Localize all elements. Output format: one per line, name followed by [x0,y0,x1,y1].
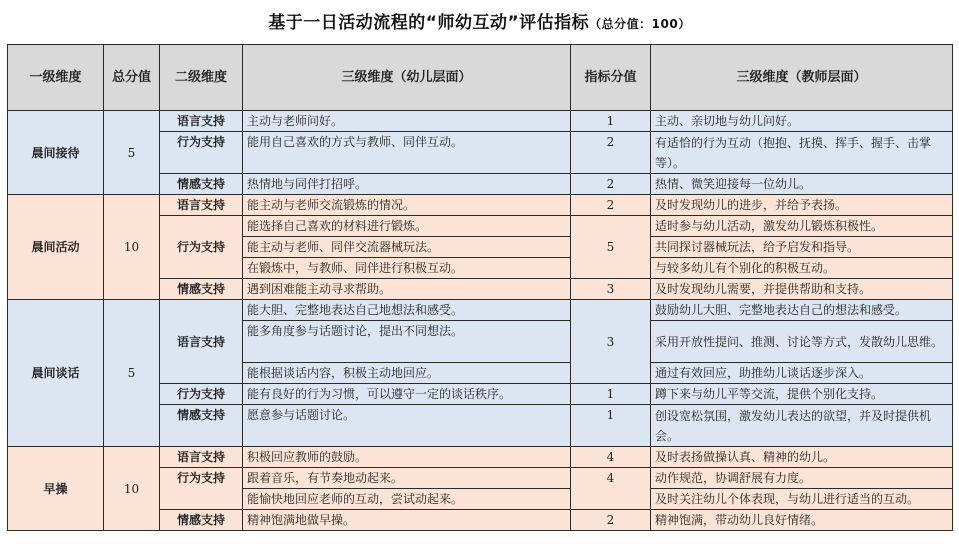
teacher-cell: 及时发现幼儿需要，并提供帮助和支持。 [651,279,953,300]
child-cell: 能有良好的行为习惯，可以遵守一定的谈话秩序。 [243,384,571,405]
table-row [8,447,953,468]
header-score: 指标分值 [571,45,651,111]
teacher-cell: 动作规范，协调舒展有力度。 [651,468,953,489]
level2-cell: 语言支持 [160,447,243,468]
teacher-cell: 共同探讨器械玩法，给予启发和指导。 [651,237,953,258]
section-total: 10 [104,195,160,300]
level2-cell: 语言支持 [160,300,243,384]
teacher-cell: 与较多幼儿有个别化的积极互动。 [651,258,953,279]
teacher-cell: 及时发现幼儿的进步，并给予表扬。 [651,195,953,216]
score-cell: 2 [571,195,651,216]
score-cell: 2 [571,174,651,195]
level2-cell: 情感支持 [160,174,243,195]
level2-cell: 情感支持 [160,510,243,531]
teacher-cell: 热情、微笑迎接每一位幼儿。 [651,174,953,195]
header-level3-child: 三级维度（幼儿层面） [243,45,571,111]
child-cell: 愿意参与话题讨论。 [243,405,571,447]
child-cell: 热情地与同伴打招呼。 [243,174,571,195]
section-total: 10 [104,447,160,531]
teacher-cell: 主动、亲切地与幼儿问好。 [651,111,953,132]
section-total: 5 [104,300,160,447]
child-cell: 能愉快地回应老师的互动，尝试动起来。 [243,489,571,510]
child-cell: 主动与老师问好。 [243,111,571,132]
teacher-cell: 创设宽松氛围，激发幼儿表达的欲望，并及时提供机会。 [651,405,953,447]
score-cell: 4 [571,447,651,468]
level2-cell: 情感支持 [160,279,243,300]
child-cell: 能大胆、完整地表达自己地想法和感受。 [243,300,571,321]
child-cell: 能用自己喜欢的方式与教师、同伴互动。 [243,132,571,174]
section-total: 5 [104,111,160,195]
level2-cell: 行为支持 [160,468,243,510]
level2-cell: 情感支持 [160,405,243,447]
table-row [8,111,953,132]
table-row [8,195,953,216]
score-cell: 2 [571,510,651,531]
level2-cell: 语言支持 [160,111,243,132]
header-level2: 二级维度 [160,45,243,111]
level2-cell: 行为支持 [160,384,243,405]
score-cell: 4 [571,468,651,510]
child-cell: 能选择自己喜欢的材料进行锻炼。 [243,216,571,237]
level2-cell: 语言支持 [160,195,243,216]
child-cell: 能多角度参与话题讨论，提出不同想法。 [243,321,571,363]
child-cell: 积极回应教师的鼓励。 [243,447,571,468]
teacher-cell: 适时参与幼儿活动，激发幼儿锻炼积极性。 [651,216,953,237]
teacher-cell: 及时表扬做操认真、精神的幼儿。 [651,447,953,468]
header-level1: 一级维度 [8,45,104,111]
title-main: 基于一日活动流程的“师幼互动”评估指标 [268,13,590,33]
score-cell: 1 [571,384,651,405]
teacher-cell: 蹲下来与幼儿平等交流，提供个别化支持。 [651,384,953,405]
title-sub: （总分值：100） [589,17,691,31]
child-cell: 能主动与老师交流锻炼的情况。 [243,195,571,216]
child-cell: 跟着音乐，有节奏地动起来。 [243,468,571,489]
score-cell: 1 [571,405,651,447]
table-row [8,300,953,321]
child-cell: 遇到困难能主动寻求帮助。 [243,279,571,300]
header-row [8,45,953,111]
page-title [0,8,959,33]
child-cell: 精神饱满地做早操。 [243,510,571,531]
section-name: 早操 [8,447,104,531]
score-cell: 3 [571,300,651,384]
child-cell: 能根据谈话内容，积极主动地回应。 [243,363,571,384]
teacher-cell: 精神饱满，带动幼儿良好情绪。 [651,510,953,531]
child-cell: 在锻炼中，与教师、同伴进行积极互动。 [243,258,571,279]
score-cell: 1 [571,111,651,132]
section-name: 晨间谈话 [8,300,104,447]
evaluation-table [7,44,953,531]
score-cell: 3 [571,279,651,300]
score-cell: 5 [571,216,651,279]
score-cell: 2 [571,132,651,174]
teacher-cell: 采用开放性提问、推测、讨论等方式，发散幼儿思维。 [651,321,953,363]
level2-cell: 行为支持 [160,216,243,279]
section-name: 晨间活动 [8,195,104,300]
teacher-cell: 鼓励幼儿大胆、完整地表达自己的想法和感受。 [651,300,953,321]
level2-cell: 行为支持 [160,132,243,174]
section-name: 晨间接待 [8,111,104,195]
header-level3-teacher: 三级维度（教师层面） [651,45,953,111]
teacher-cell: 通过有效回应，助推幼儿谈话逐步深入。 [651,363,953,384]
teacher-cell: 及时关注幼儿个体表现，与幼儿进行适当的互动。 [651,489,953,510]
teacher-cell: 有适恰的行为互动（抱抱、抚摸、挥手、握手、击掌等）。 [651,132,953,174]
child-cell: 能主动与老师、同伴交流器械玩法。 [243,237,571,258]
header-total: 总分值 [104,45,160,111]
